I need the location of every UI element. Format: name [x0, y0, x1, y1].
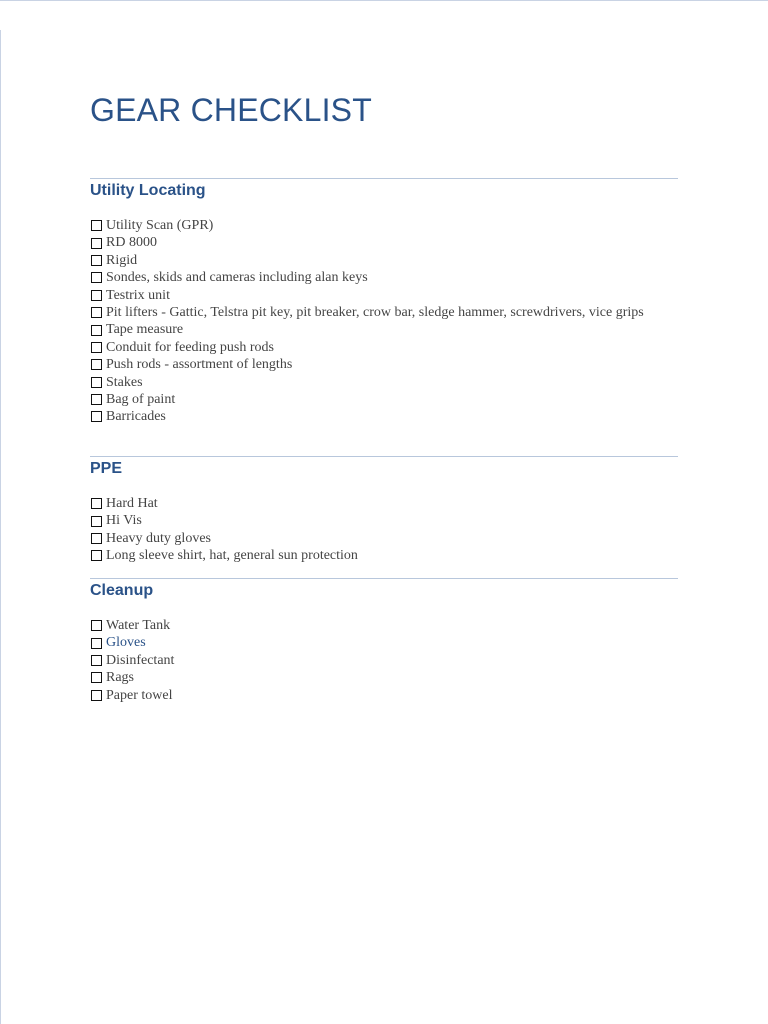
checklist-item[interactable]	[90, 252, 678, 269]
checklist-item-label: Pit lifters - Gattic, Telstra pit key, pit breaker, crow bar, sledge hammer, screwdrivers, vice grips	[106, 304, 644, 320]
checklist-item[interactable]	[90, 530, 678, 547]
checklist-item[interactable]	[90, 495, 678, 512]
checklist-item[interactable]	[90, 687, 678, 704]
checkbox-unchecked-icon[interactable]	[91, 255, 102, 266]
checklist-item-label: Push rods - assortment of lengths	[106, 357, 293, 373]
checkbox-unchecked-icon[interactable]	[91, 307, 102, 318]
checklist-item-label: Hard Hat	[106, 496, 158, 511]
checkbox-unchecked-icon[interactable]	[91, 516, 102, 527]
checkbox-unchecked-icon[interactable]	[91, 238, 102, 249]
checklist-item[interactable]	[90, 234, 678, 251]
checklist-item-label: Long sleeve shirt, hat, general sun protection	[106, 548, 358, 564]
page-title: GEAR CHECKLIST	[90, 92, 372, 128]
checklist-item-label: Rigid	[106, 252, 138, 268]
page-left-border	[0, 30, 1, 1024]
checklist-item[interactable]	[90, 287, 678, 304]
section-utility-locating	[90, 178, 678, 426]
section-heading: PPE	[90, 460, 123, 477]
checklist-item[interactable]	[90, 356, 678, 373]
checkbox-unchecked-icon[interactable]	[91, 638, 102, 649]
checkbox-unchecked-icon[interactable]	[91, 377, 102, 388]
checkbox-unchecked-icon[interactable]	[91, 342, 102, 353]
checklist-item-label: Tape measure	[106, 322, 184, 338]
checklist-item[interactable]	[90, 391, 678, 408]
checklist-item-label: Utility Scan (GPR)	[106, 218, 214, 233]
checklist-item-label: RD 8000	[106, 235, 157, 251]
checklist-item[interactable]	[90, 634, 678, 651]
checkbox-unchecked-icon[interactable]	[91, 394, 102, 405]
checklist-item[interactable]	[90, 669, 678, 686]
checkbox-unchecked-icon[interactable]	[91, 533, 102, 544]
checkbox-unchecked-icon[interactable]	[91, 290, 102, 301]
checklist-item[interactable]	[90, 269, 678, 286]
checkbox-unchecked-icon[interactable]	[91, 220, 102, 231]
checklist-item[interactable]	[90, 547, 678, 564]
checklist-item-label: Conduit for feeding push rods	[106, 339, 274, 355]
checklist-item-label: Sondes, skids and cameras including alan keys	[106, 270, 368, 286]
checklist-item-label: Water Tank	[106, 618, 171, 633]
section-heading: Cleanup	[90, 582, 154, 599]
checklist-item-label: Barricades	[106, 409, 166, 425]
checklist-item[interactable]	[90, 374, 678, 391]
checklist-item-label: Heavy duty gloves	[106, 530, 211, 546]
checkbox-unchecked-icon[interactable]	[91, 359, 102, 370]
checklist-item-label: Stakes	[106, 374, 143, 390]
section-cleanup	[90, 578, 678, 704]
checklist-item-label: Testrix unit	[106, 287, 170, 303]
checklist-item[interactable]	[90, 321, 678, 338]
checkbox-unchecked-icon[interactable]	[91, 620, 102, 631]
checklist-item[interactable]	[90, 652, 678, 669]
checkbox-unchecked-icon[interactable]	[91, 411, 102, 422]
checklist-item[interactable]	[90, 512, 678, 529]
checkbox-unchecked-icon[interactable]	[91, 690, 102, 701]
checkbox-unchecked-icon[interactable]	[91, 550, 102, 561]
checklist-item[interactable]	[90, 617, 678, 634]
checkbox-unchecked-icon[interactable]	[91, 272, 102, 283]
checkbox-unchecked-icon[interactable]	[91, 672, 102, 683]
checkbox-unchecked-icon[interactable]	[91, 655, 102, 666]
checklist-item-label: Rags	[106, 670, 134, 686]
section-ppe	[90, 456, 678, 565]
checklist-item[interactable]	[90, 408, 678, 425]
checklist-item-label: Disinfectant	[106, 652, 175, 668]
checkbox-unchecked-icon[interactable]	[91, 498, 102, 509]
checklist	[90, 617, 678, 704]
checklist-item[interactable]	[90, 304, 678, 321]
checklist-item[interactable]	[90, 339, 678, 356]
checklist-item-label: Gloves	[106, 635, 146, 651]
page-top-border	[0, 0, 768, 1]
checklist-item-label: Paper towel	[106, 687, 173, 703]
checklist-item-label: Hi Vis	[106, 513, 142, 529]
section-heading: Utility Locating	[90, 182, 206, 199]
checklist-item-label: Bag of paint	[106, 391, 176, 407]
checkbox-unchecked-icon[interactable]	[91, 325, 102, 336]
checklist	[90, 495, 678, 565]
checklist	[90, 217, 678, 426]
checklist-item[interactable]	[90, 217, 678, 234]
